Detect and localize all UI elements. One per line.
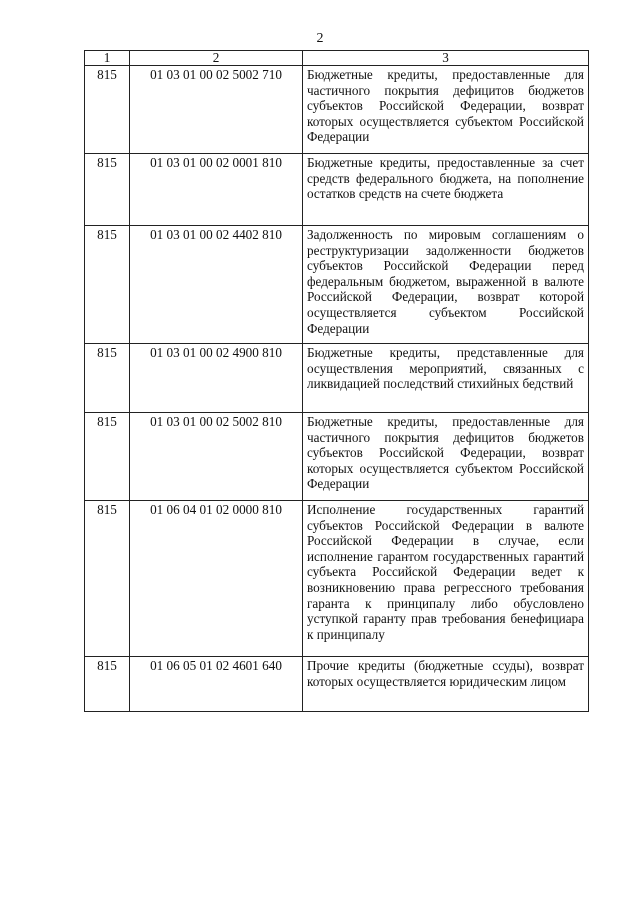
source-code-cell: 01 03 01 00 02 0001 810: [130, 154, 303, 226]
description-cell: Исполнение государственных гарантий субъектов Российской Федерации в валюте Российской Федерации в случае, если исполнение гарантом государственных гарантий субъекта Российской Федерации ведет к возникновению права регрессного требования гаранта к принципалу либо обусловлено уступкой гаранту прав требования бенефициара к принципалу: [303, 501, 589, 657]
table-row: [85, 344, 589, 413]
table-row: [85, 501, 589, 657]
admin-code-cell: 815: [85, 66, 130, 154]
header-col-3: 3: [303, 51, 589, 66]
table-row: [85, 154, 589, 226]
table-row: [85, 226, 589, 344]
description-cell: Бюджетные кредиты, предоставленные для частичного покрытия дефицитов бюджетов субъектов Российской Федерации, возврат которых осуществляется субъектом Российской Федерации: [303, 413, 589, 501]
table-row: [85, 413, 589, 501]
description-cell: Задолженность по мировым соглашениям о реструктуризации задолженности бюджетов субъектов Российской Федерации перед федеральным бюджетом, выраженной в валюте Российской Федерации, возврат которой осуществляется субъектом Российской Федерации: [303, 226, 589, 344]
source-code-cell: 01 03 01 00 02 5002 710: [130, 66, 303, 154]
admin-code-cell: 815: [85, 413, 130, 501]
page-number: 2: [316, 31, 324, 46]
admin-code-cell: 815: [85, 657, 130, 712]
description-cell: Бюджетные кредиты, предоставленные для частичного покрытия дефицитов бюджетов субъектов Российской Федерации, возврат которых осуществляется субъектом Российской Федерации: [303, 66, 589, 154]
table-row: [85, 66, 589, 154]
budget-sources-table: [84, 50, 589, 712]
header-col-1: 1: [85, 51, 130, 66]
description-cell: Прочие кредиты (бюджетные ссуды), возврат которых осуществляется юридическим лицом: [303, 657, 589, 712]
header-row: [85, 51, 589, 66]
table-header: [85, 51, 589, 66]
source-code-cell: 01 06 04 01 02 0000 810: [130, 501, 303, 657]
admin-code-cell: 815: [85, 154, 130, 226]
table-body: [85, 66, 589, 712]
description-cell: Бюджетные кредиты, предоставленные за счет средств федерального бюджета, на пополнение остатков средств на счете бюджета: [303, 154, 589, 226]
description-cell: Бюджетные кредиты, представленные для осуществления мероприятий, связанных с ликвидацией последствий стихийных бедствий: [303, 344, 589, 413]
source-code-cell: 01 03 01 00 02 5002 810: [130, 413, 303, 501]
table-row: [85, 657, 589, 712]
header-col-2: 2: [130, 51, 303, 66]
source-code-cell: 01 03 01 00 02 4900 810: [130, 344, 303, 413]
admin-code-cell: 815: [85, 501, 130, 657]
source-code-cell: 01 06 05 01 02 4601 640: [130, 657, 303, 712]
admin-code-cell: 815: [85, 344, 130, 413]
source-code-cell: 01 03 01 00 02 4402 810: [130, 226, 303, 344]
admin-code-cell: 815: [85, 226, 130, 344]
